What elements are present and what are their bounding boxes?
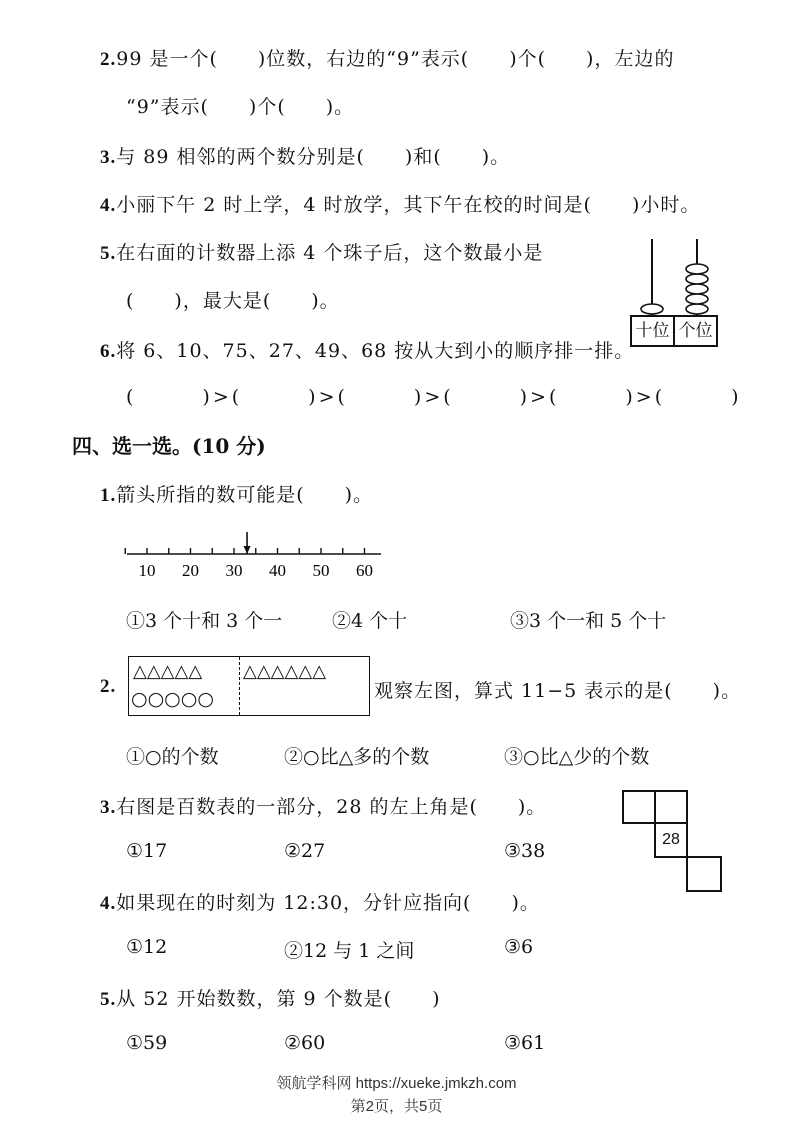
ones-bead (686, 304, 708, 314)
s4-q1-option-3[interactable]: ③3 个一和 5 个十 (510, 610, 667, 632)
s4-q5-option-1[interactable]: ①59 (126, 1032, 168, 1054)
s4-question-3: 3.右图是百数表的一部分，28 的左上角是( )。 (100, 796, 547, 818)
s4-q5-option-2[interactable]: ②60 (284, 1032, 326, 1054)
ones-bead (686, 284, 708, 294)
question-number: 3. (100, 147, 117, 168)
ones-label: 个位 (673, 315, 718, 347)
number-line-label: 20 (182, 561, 199, 580)
question-6-line1: 6.将 6、10、75、27、49、68 按从大到小的顺序排一排。 (100, 340, 635, 362)
s4-q2-option-2[interactable]: ②○比△多的个数 (284, 746, 430, 768)
s4-q4-option-3[interactable]: ③6 (504, 936, 534, 958)
number-line-label: 40 (269, 561, 286, 580)
number-line-label: 30 (225, 561, 243, 580)
number-line-arrow-head (244, 546, 251, 554)
question-3: 3.与 89 相邻的两个数分别是( )和( )。 (100, 146, 511, 168)
section-4-title: 四、选一选。(10 分) (72, 434, 266, 458)
question-number: 4. (100, 195, 117, 216)
chart-cell-top-left (622, 790, 656, 824)
question-5-line2: ( )，最大是( )。 (126, 290, 340, 312)
question-number: 5. (100, 989, 117, 1010)
triangles-right: △△△△△△ (243, 661, 327, 682)
question-number: 2. (100, 49, 117, 70)
ones-beads (686, 264, 708, 314)
s4-q1-option-1[interactable]: ①3 个十和 3 个一 (126, 610, 283, 632)
number-line (125, 532, 395, 582)
question-5-line1: 5.在右面的计数器上添 4 个珠子后，这个数最小是 (100, 242, 544, 264)
shapes-divider (239, 657, 240, 715)
question-number: 6. (100, 341, 117, 362)
s4-q3-option-1[interactable]: ①17 (126, 840, 168, 862)
number-line-label: 10 (138, 561, 156, 580)
question-6-line2: ( )>( )>( )>( )>( )>( ) (126, 386, 742, 408)
s4-q3-option-2[interactable]: ②27 (284, 840, 326, 862)
s4-q1-option-2[interactable]: ②4 个十 (332, 610, 408, 632)
question-2-line1: 2.99 是一个( )位数，右边的“9”表示( )个( )，左边的 (100, 48, 675, 70)
chart-cell-bottom-right (686, 856, 722, 892)
ones-bead (686, 264, 708, 274)
s4-q3-option-3[interactable]: ③38 (504, 840, 546, 862)
s4-question-5: 5.从 52 开始数数，第 9 个数是( ) (100, 988, 441, 1010)
footer-page: 第2页，共5页 (350, 1098, 443, 1115)
shapes-figure (128, 656, 370, 716)
footer-source: 领航学科网 https://xueke.jmkzh.com (276, 1075, 517, 1092)
chart-cell-top (654, 790, 688, 824)
s4-q4-option-1[interactable]: ①12 (126, 936, 168, 958)
tens-bead (641, 304, 663, 314)
s4-question-4: 4.如果现在的时刻为 12:30，分针应指向( )。 (100, 892, 540, 914)
question-number: 5. (100, 243, 117, 264)
ones-bead (686, 274, 708, 284)
question-number: 4. (100, 893, 117, 914)
chart-cell-28: 28 (654, 822, 688, 858)
number-line-labels (139, 561, 374, 580)
s4-q4-option-2[interactable]: ②12 与 1 之间 (284, 940, 415, 962)
s4-question-1: 1.箭头所指的数可能是( )。 (100, 484, 374, 506)
s4-q5-option-3[interactable]: ③61 (504, 1032, 546, 1054)
s4-q2-option-3[interactable]: ③○比△少的个数 (504, 746, 650, 768)
number-line-label: 50 (312, 561, 330, 580)
s4-question-2-text: 观察左图，算式 11−5 表示的是( )。 (374, 680, 742, 702)
circles-row: ○○○○○ (131, 688, 214, 710)
question-number: 2. (100, 676, 117, 697)
s4-q2-option-1[interactable]: ①○的个数 (126, 746, 219, 768)
tens-label: 十位 (630, 315, 675, 347)
ones-bead (686, 294, 708, 304)
triangles-left: △△△△△ (133, 661, 203, 682)
question-2-line2: “9”表示( )个( )。 (126, 96, 355, 118)
question-number: 1. (100, 485, 117, 506)
number-line-arrow (244, 532, 251, 554)
question-number: 3. (100, 797, 117, 818)
question-4: 4.小丽下午 2 时上学，4 时放学，其下午在校的时间是( )小时。 (100, 194, 701, 216)
number-line-label: 60 (356, 561, 373, 580)
